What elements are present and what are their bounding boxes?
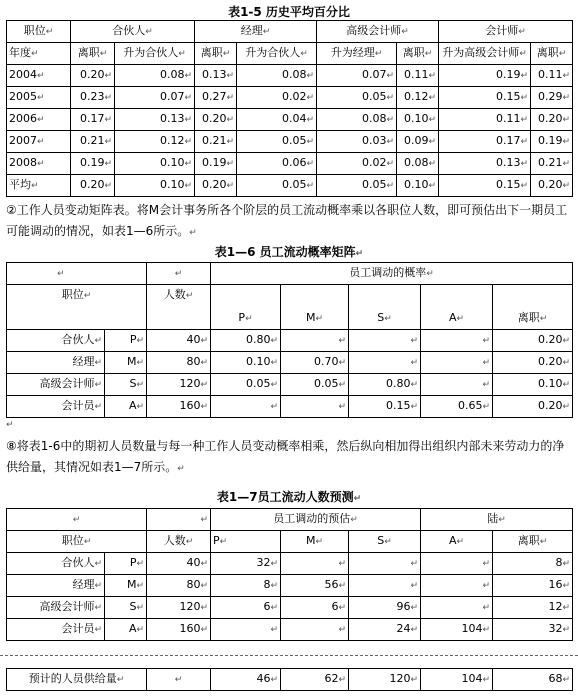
table16-value-cell: 0.70 ↵ (281, 352, 349, 374)
supply-row (7, 669, 573, 691)
table17-value-cell: 6 ↵ (281, 597, 349, 619)
table15-value-cell: 0.13 ↵ (195, 65, 237, 87)
table16-header-position: 职位 ↵ (7, 285, 147, 330)
table16-value-cell: 0.65 ↵ (421, 396, 493, 418)
supply-blank (147, 669, 211, 691)
table16-col-A: A ↵ (421, 285, 493, 330)
table17-header-estimate: 员工调动的预估 ↵ (211, 509, 421, 531)
table17-row (7, 575, 573, 597)
table15-year-cell: 2006 ↵ (7, 109, 71, 131)
table15-subheader-cell: 升为经理 ↵ (317, 43, 397, 65)
table16-value-cell: 0.20 ↵ (493, 396, 573, 418)
table17-header-count: 人数 ↵ (147, 531, 211, 553)
table17-code-cell: M ↵ (105, 575, 147, 597)
table15-row (7, 87, 573, 109)
table15-value-cell: 0.05 ↵ (237, 131, 317, 153)
table15-value-cell: 0.05 ↵ (317, 87, 397, 109)
table16-row (7, 374, 573, 396)
table16-value-cell (349, 352, 421, 374)
table15-value-cell: 0.12 ↵ (115, 131, 195, 153)
table17-col-A: A ↵ (421, 531, 493, 553)
table17-code-cell: A ↵ (105, 619, 147, 641)
table15-value-cell: 0.15 ↵ (439, 175, 531, 197)
table16-header-mark (7, 263, 147, 285)
table16-code-cell: S ↵ (105, 374, 147, 396)
table17-value-cell: 96 ↵ (349, 597, 421, 619)
table17-value-cell: 24 ↵ (349, 619, 421, 641)
table15-value-cell: 0.05 ↵ (317, 175, 397, 197)
table17-value-cell (421, 575, 493, 597)
paragraph-2: ②工作人员变动矩阵表。将M会计事务所各个阶层的员工流动概率乘以各职位人数，即可预估出下一期员工可能调动的情况，如表1—6所示。 ↵ (6, 200, 572, 244)
table15-row (7, 109, 573, 131)
table15-value-cell: 0.21 ↵ (195, 131, 237, 153)
table15-subheader-cell: 年度 ↵ (7, 43, 71, 65)
supply-value: 104 ↵ (421, 669, 493, 691)
table16-position-cell: 高级会计师 ↵ (7, 374, 105, 396)
table15-header-accountant: 会计师 ↵ (439, 21, 573, 43)
table15-value-cell: 0.10 ↵ (115, 153, 195, 175)
table15-year-cell: 2008 ↵ (7, 153, 71, 175)
table17-value-cell (281, 619, 349, 641)
table17-count-cell: 80 ↵ (147, 575, 211, 597)
table17 (6, 508, 573, 641)
supply-table (6, 668, 573, 691)
table16-count-cell: 40 ↵ (147, 330, 211, 352)
table16-value-cell (421, 352, 493, 374)
table17-value-cell: 104 ↵ (421, 619, 493, 641)
table17-count-cell: 40 ↵ (147, 553, 211, 575)
table16-value-cell (281, 330, 349, 352)
table16-count-cell: 120 ↵ (147, 374, 211, 396)
table16-position-cell: 会计员 ↵ (7, 396, 105, 418)
table15-row (7, 175, 573, 197)
table17-count-cell: 160 ↵ (147, 619, 211, 641)
table16 (6, 262, 573, 418)
paragraph-3: ⑧将表1-6中的期初人员数量与每一种工作人员变动概率相乘，然后纵向相加得出组织内部未来劳动力的净供给量，其情况如表1—7所示。 ↵ (6, 436, 572, 480)
table16-row (7, 352, 573, 374)
table15-value-cell: 0.03 ↵ (317, 131, 397, 153)
table16-value-cell: 0.10 ↵ (493, 374, 573, 396)
table15-value-cell: 0.13 ↵ (439, 153, 531, 175)
table16-value-cell (421, 374, 493, 396)
table16-value-cell: 0.05 ↵ (211, 374, 281, 396)
table17-value-cell (211, 619, 281, 641)
table17-col-S: S ↵ (349, 531, 421, 553)
table17-col-P: P ↵ (211, 531, 281, 553)
table15-subheader-cell: 离职 ↵ (195, 43, 237, 65)
table15-row (7, 153, 573, 175)
table15-value-cell: 0.13 ↵ (115, 109, 195, 131)
table16-title: 表1—6 员工流动概率矩阵 ↵ (0, 243, 578, 260)
table16-col-P: P ↵ (211, 285, 281, 330)
table16-col-M: M ↵ (281, 285, 349, 330)
table17-value-cell: 32 ↵ (493, 619, 573, 641)
table16-position-cell: 经理 ↵ (7, 352, 105, 374)
table15-value-cell: 0.23 ↵ (71, 87, 115, 109)
table16-code-cell: P ↵ (105, 330, 147, 352)
table17-position-cell: 高级会计师 ↵ (7, 597, 105, 619)
supply-label: 预计的人员供给量 ↵ (7, 669, 147, 691)
table17-value-cell: 56 ↵ (281, 575, 349, 597)
supply-value: 62 ↵ (281, 669, 349, 691)
table17-value-cell (421, 597, 493, 619)
table15-subheader-cell: 离职 ↵ (397, 43, 439, 65)
table15-value-cell: 0.19 ↵ (71, 153, 115, 175)
table17-header-mark (147, 509, 211, 531)
table15-value-cell: 0.17 ↵ (439, 131, 531, 153)
table17-value-cell: 16 ↵ (493, 575, 573, 597)
table16-code-cell: M ↵ (105, 352, 147, 374)
table17-value-cell: 6 ↵ (211, 597, 281, 619)
table17-code-cell: P ↵ (105, 553, 147, 575)
supply-value: 68 ↵ (493, 669, 573, 691)
table16-value-cell: 0.80 ↵ (349, 374, 421, 396)
table17-value-cell (349, 553, 421, 575)
table15-value-cell: 0.08 ↵ (237, 65, 317, 87)
table17-value-cell (421, 553, 493, 575)
table15-year-cell: 2005 ↵ (7, 87, 71, 109)
table15-value-cell: 0.04 ↵ (237, 109, 317, 131)
table15-value-cell: 0.19 ↵ (439, 65, 531, 87)
table15-value-cell: 0.10 ↵ (115, 175, 195, 197)
table15-value-cell: 0.02 ↵ (317, 153, 397, 175)
table15-value-cell: 0.20 ↵ (195, 175, 237, 197)
table15-header-partner: 合伙人 ↵ (71, 21, 195, 43)
table16-position-cell: 合伙人 ↵ (7, 330, 105, 352)
table16-value-cell: 0.15 ↵ (349, 396, 421, 418)
table17-col-leave: 离职 ↵ (493, 531, 573, 553)
table15-header-manager: 经理 ↵ (195, 21, 317, 43)
table17-value-cell: 32 ↵ (211, 553, 281, 575)
table15-value-cell: 0.12 ↵ (397, 87, 439, 109)
table15-value-cell: 0.05 ↵ (237, 175, 317, 197)
table15-value-cell: 0.20 ↵ (195, 109, 237, 131)
table16-value-cell: 0.20 ↵ (493, 330, 573, 352)
table15-value-cell: 0.11 ↵ (439, 109, 531, 131)
table15-row (7, 65, 573, 87)
table16-value-cell (421, 330, 493, 352)
table16-header-probability: 员工调动的概率 ↵ (211, 263, 573, 285)
table15-value-cell: 0.08 ↵ (317, 109, 397, 131)
table16-value-cell (349, 330, 421, 352)
table15-value-cell: 0.10 ↵ (397, 175, 439, 197)
table15-value-cell: 0.10 ↵ (397, 109, 439, 131)
table15-value-cell: 0.07 ↵ (115, 87, 195, 109)
table15-subheader-cell: 升为高级会计师 ↵ (439, 43, 531, 65)
table15-header-senior: 高级会计师 ↵ (317, 21, 439, 43)
table15-subheader-row (7, 43, 573, 65)
table16-col-S: S ↵ (349, 285, 421, 330)
table15-value-cell: 0.20 ↵ (531, 109, 573, 131)
table15-value-cell: 0.15 ↵ (439, 87, 531, 109)
table17-title: 表1—7员工流动人数预测 ↵ (0, 488, 578, 505)
table15-row (7, 131, 573, 153)
table15-value-cell: 0.06 ↵ (237, 153, 317, 175)
table16-value-cell: 0.10 ↵ (211, 352, 281, 374)
return-mark: ↵ (6, 420, 14, 430)
table17-count-cell: 120 ↵ (147, 597, 211, 619)
table16-col-leave: 离职 ↵ (493, 285, 573, 330)
table15-value-cell: 0.07 ↵ (317, 65, 397, 87)
table16-value-cell (281, 396, 349, 418)
table17-position-cell: 合伙人 ↵ (7, 553, 105, 575)
table17-row (7, 619, 573, 641)
table15-year-cell: 平均 ↵ (7, 175, 71, 197)
table17-row (7, 553, 573, 575)
supply-value: 120 ↵ (349, 669, 421, 691)
table16-count-cell: 80 ↵ (147, 352, 211, 374)
table16-code-cell: A ↵ (105, 396, 147, 418)
table15-value-cell: 0.21 ↵ (71, 131, 115, 153)
table17-row (7, 597, 573, 619)
table17-code-cell: S ↵ (105, 597, 147, 619)
supply-value: 46 ↵ (211, 669, 281, 691)
table17-position-cell: 经理 ↵ (7, 575, 105, 597)
table17-value-cell (281, 553, 349, 575)
table17-value-cell: 8 ↵ (211, 575, 281, 597)
table17-header-mark (7, 509, 147, 531)
table15-value-cell: 0.21 ↵ (531, 153, 573, 175)
table15 (6, 20, 573, 197)
table15-value-cell: 0.20 ↵ (71, 175, 115, 197)
table16-count-cell: 160 ↵ (147, 396, 211, 418)
table17-value-cell (349, 575, 421, 597)
table15-value-cell: 0.19 ↵ (195, 153, 237, 175)
table15-value-cell: 0.02 ↵ (237, 87, 317, 109)
table17-header-extra: 陆 ↵ (421, 509, 573, 531)
table16-header-mark (147, 263, 211, 285)
table15-value-cell: 0.11 ↵ (397, 65, 439, 87)
table15-value-cell: 0.08 ↵ (397, 153, 439, 175)
table16-value-cell: 0.80 ↵ (211, 330, 281, 352)
table15-title: 表1-5 历史平均百分比 (228, 5, 350, 19)
section-divider (0, 655, 578, 656)
table15-value-cell: 0.19 ↵ (531, 131, 573, 153)
table15-year-cell: 2007 ↵ (7, 131, 71, 153)
table15-year-cell: 2004 ↵ (7, 65, 71, 87)
table15-value-cell: 0.20 ↵ (71, 65, 115, 87)
table17-value-cell: 8 ↵ (493, 553, 573, 575)
table16-row (7, 396, 573, 418)
table15-value-cell: 0.27 ↵ (195, 87, 237, 109)
table16-row (7, 330, 573, 352)
table17-col-M: M ↵ (281, 531, 349, 553)
table15-subheader-cell: 升为合伙人 ↵ (237, 43, 317, 65)
table17-header-position: 职位 ↵ (7, 531, 147, 553)
table17-value-cell: 12 ↵ (493, 597, 573, 619)
table16-header-count: 人数 ↵ (147, 285, 211, 330)
table15-subheader-cell: 离职 ↵ (531, 43, 573, 65)
table15-value-cell: 0.20 ↵ (531, 175, 573, 197)
table15-value-cell: 0.08 ↵ (115, 65, 195, 87)
table16-value-cell (211, 396, 281, 418)
table15-value-cell: 0.09 ↵ (397, 131, 439, 153)
table15-value-cell: 0.11 ↵ (531, 65, 573, 87)
table15-value-cell: 0.29 ↵ (531, 87, 573, 109)
table15-value-cell: 0.17 ↵ (71, 109, 115, 131)
table15-header-position: 职位 ↵ (7, 21, 71, 43)
table16-value-cell: 0.20 ↵ (493, 352, 573, 374)
table16-value-cell: 0.05 ↵ (281, 374, 349, 396)
table15-subheader-cell: 升为合伙人 ↵ (115, 43, 195, 65)
table15-subheader-cell: 离职 ↵ (71, 43, 115, 65)
table17-position-cell: 会计员 ↵ (7, 619, 105, 641)
